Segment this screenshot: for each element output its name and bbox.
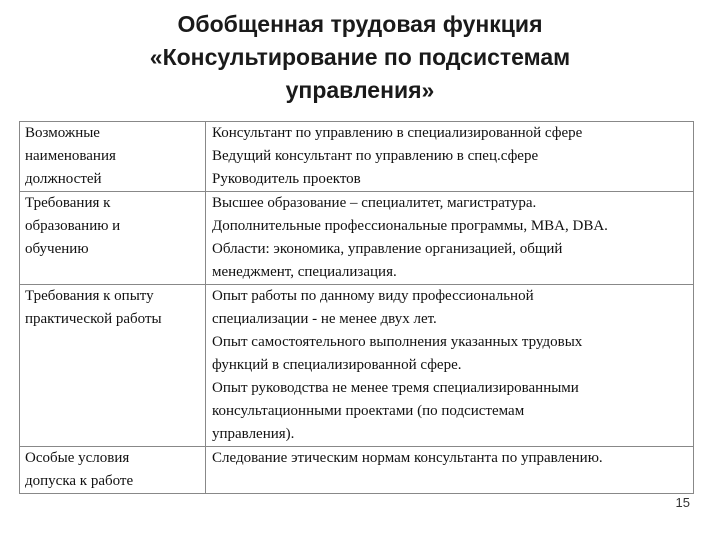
value-line: Опыт руководства не менее тремя специализированными <box>212 380 579 396</box>
title-line: «Консультирование по подсистемам <box>149 44 571 70</box>
value-line: Дополнительные профессиональные программы, MBA, DBA. <box>212 218 608 234</box>
value-line: управления). <box>212 426 295 442</box>
table-row <box>20 122 694 192</box>
value-line: Консультант по управлению в специализированной сфере <box>212 125 583 141</box>
row-value-cell <box>206 285 694 447</box>
table-row <box>20 285 694 447</box>
label-line: Требования к опыту <box>25 288 154 304</box>
row-value-cell <box>206 447 694 494</box>
label-line: практической работы <box>25 311 162 327</box>
label-line: обучению <box>25 241 89 257</box>
value-line: Руководитель проектов <box>212 171 361 187</box>
value-line: Следование этическим нормам консультанта по управлению. <box>212 450 603 466</box>
slide-title <box>60 8 660 107</box>
value-line: функций в специализированной сфере. <box>212 357 462 373</box>
label-line: Требования к <box>25 195 111 211</box>
value-line: Области: экономика, управление организацией, общий <box>212 241 563 257</box>
value-line: консультационными проектами (по подсистемам <box>212 403 525 419</box>
value-line: Ведущий консультант по управлению в спец.сфере <box>212 148 539 164</box>
label-line: образованию и <box>25 218 121 234</box>
table-row <box>20 192 694 285</box>
value-line: Опыт работы по данному виду профессиональной <box>212 288 534 304</box>
title-line: Обобщенная трудовая функция <box>177 11 543 37</box>
row-label-cell <box>20 122 206 192</box>
value-line: Высшее образование – специалитет, магистратура. <box>212 195 537 211</box>
row-value-cell <box>206 192 694 285</box>
label-line: Особые условия <box>25 450 130 466</box>
row-label-cell <box>20 285 206 447</box>
label-line: Возможные <box>25 125 100 141</box>
labor-function-table <box>19 121 694 494</box>
row-label-cell <box>20 447 206 494</box>
label-line: наименования <box>25 148 116 164</box>
row-label-cell <box>20 192 206 285</box>
table-row <box>20 447 694 494</box>
row-value-cell <box>206 122 694 192</box>
label-line: должностей <box>25 171 102 187</box>
value-line: специализации - не менее двух лет. <box>212 311 437 327</box>
title-line: управления» <box>285 77 435 103</box>
page-number: 15 <box>675 495 690 510</box>
value-line: Опыт самостоятельного выполнения указанных трудовых <box>212 334 583 350</box>
label-line: допуска к работе <box>25 473 134 489</box>
value-line: менеджмент, специализация. <box>212 264 397 280</box>
